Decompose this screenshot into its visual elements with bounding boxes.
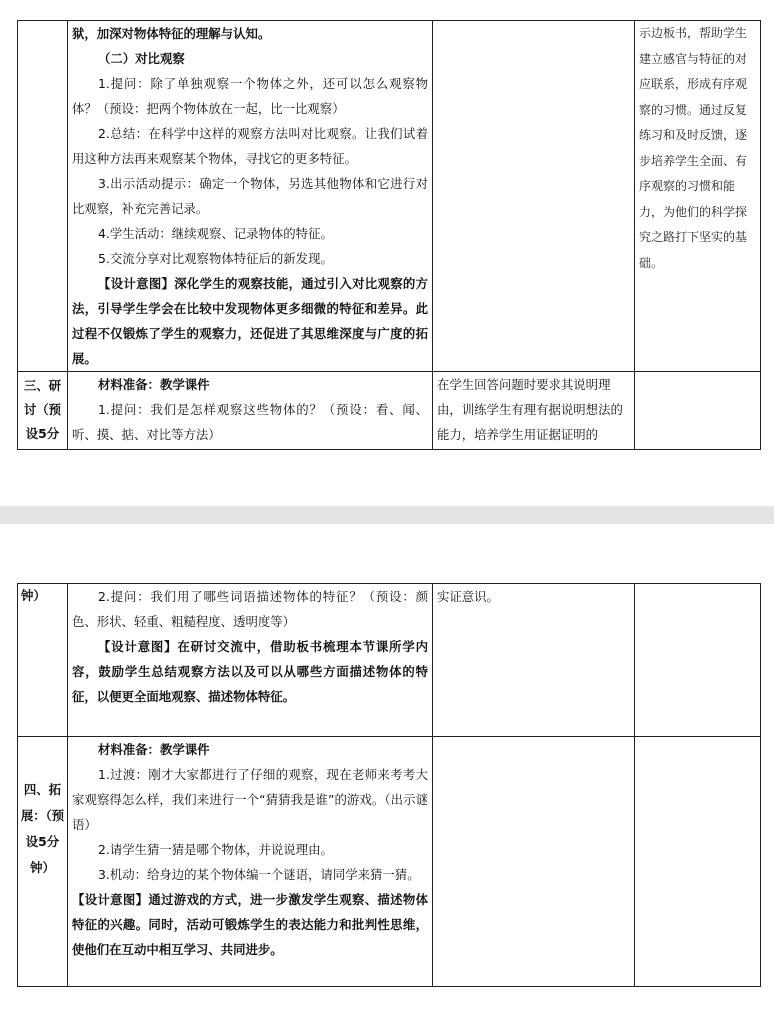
page-gap bbox=[0, 506, 774, 524]
text-line: 2.总结：在科学中这样的观察方法叫对比观察。让我们试着用这种方法再来观察某个物体，寻找它的更多特征。 bbox=[72, 126, 428, 166]
text-line: 3.出示活动提示：确定一个物体，另选其他物体和它进行对比观察，补充完善记录。 bbox=[72, 176, 428, 216]
text-line: 2.提问：我们用了哪些词语描述物体的特征？（预设：颜色、形状、轻重、粗糙程度、透明度等） bbox=[72, 589, 428, 629]
text-line: 1.提问：我们是怎样观察这些物体的？（预设：看、闻、听、摸、掂、对比等方法） bbox=[72, 402, 428, 442]
activity-cell bbox=[68, 21, 433, 372]
design-intent-text: 【设计意图】深化学生的观察技能，通过引入对比观察的方法，引导学生学会在比较中发现物体更多细微的特征和差异。此过程不仅锻炼了学生的观察力，还促进了其思维深度与广度的拓展。 bbox=[72, 276, 428, 366]
cell-text: 实证意识。 bbox=[437, 589, 499, 604]
design-intent-text: 【设计意图】通过游戏的方式，进一步激发学生观察、描述物体特征的兴趣。同时，活动可锻炼学生的表达能力和批判性思维，使他们在互动中相互学习、共同进步。 bbox=[72, 892, 428, 957]
lesson-table-page-2 bbox=[17, 583, 761, 987]
design-notes-cell bbox=[635, 21, 761, 372]
lesson-table-page-1 bbox=[17, 20, 761, 450]
cell-text: 在学生回答问题时要求其说明理由，训练学生有理有据说明想法的能力，培养学生用证据证明的 bbox=[437, 377, 623, 442]
section-heading: （二）对比观察 bbox=[98, 51, 185, 66]
table-row bbox=[18, 584, 761, 737]
phase-label: 三、研讨（预设5分 bbox=[23, 378, 62, 441]
text-line: 1.过渡：刚才大家都进行了仔细的观察，现在老师来考考大家观察得怎么样，我们来进行一个“猜猜我是谁”的游戏。（出示谜语） bbox=[72, 767, 428, 832]
student-activity-cell bbox=[433, 372, 635, 450]
table-row bbox=[18, 21, 761, 372]
design-notes-cell bbox=[635, 737, 761, 987]
text-line: 1.提问：除了单独观察一个物体之外，还可以怎么观察物体？（预设：把两个物体放在一起，比一比观察） bbox=[72, 76, 428, 116]
text-line: 2.请学生猜一猜是哪个物体，并说说理由。 bbox=[98, 842, 333, 857]
student-activity-cell bbox=[433, 584, 635, 737]
text-line: 3.机动：给身边的某个物体编一个谜语，请同学来猜一猜。 bbox=[98, 867, 420, 882]
design-notes-text: 示边板书，帮助学生建立感官与特征的对应联系，形成有序观察的习惯。通过反复练习和及时反馈，逐步培养学生全面、有序观察的习惯和能力，为他们的科学探究之路打下坚实的基础。 bbox=[639, 26, 748, 270]
phase-cell bbox=[18, 584, 68, 737]
activity-cell bbox=[68, 372, 433, 450]
text-line: 狱，加深对物体特征的理解与认知。 bbox=[72, 26, 271, 41]
phase-label: 钟） bbox=[21, 588, 46, 603]
phase-label: 四、拓展：（预设5分钟） bbox=[20, 782, 65, 875]
activity-cell bbox=[68, 737, 433, 987]
design-notes-cell bbox=[635, 372, 761, 450]
design-intent-text: 【设计意图】在研讨交流中，借助板书梳理本节课所学内容，鼓励学生总结观察方法以及可以从哪些方面描述物体的特征，以便更全面地观察、描述物体特征。 bbox=[72, 639, 428, 704]
table-row bbox=[18, 737, 761, 987]
student-activity-cell bbox=[433, 21, 635, 372]
document-page-2 bbox=[0, 524, 774, 1011]
activity-cell bbox=[68, 584, 433, 737]
phase-cell bbox=[18, 737, 68, 987]
phase-cell bbox=[18, 372, 68, 450]
design-notes-cell bbox=[635, 584, 761, 737]
table-row bbox=[18, 372, 761, 450]
phase-cell bbox=[18, 21, 68, 372]
text-line: 5.交流分享对比观察物体特征后的新发现。 bbox=[98, 251, 333, 266]
materials-text: 材料准备：教学课件 bbox=[98, 742, 210, 757]
materials-text: 材料准备：教学课件 bbox=[98, 377, 210, 392]
text-line: 4.学生活动：继续观察、记录物体的特征。 bbox=[98, 226, 333, 241]
student-activity-cell bbox=[433, 737, 635, 987]
